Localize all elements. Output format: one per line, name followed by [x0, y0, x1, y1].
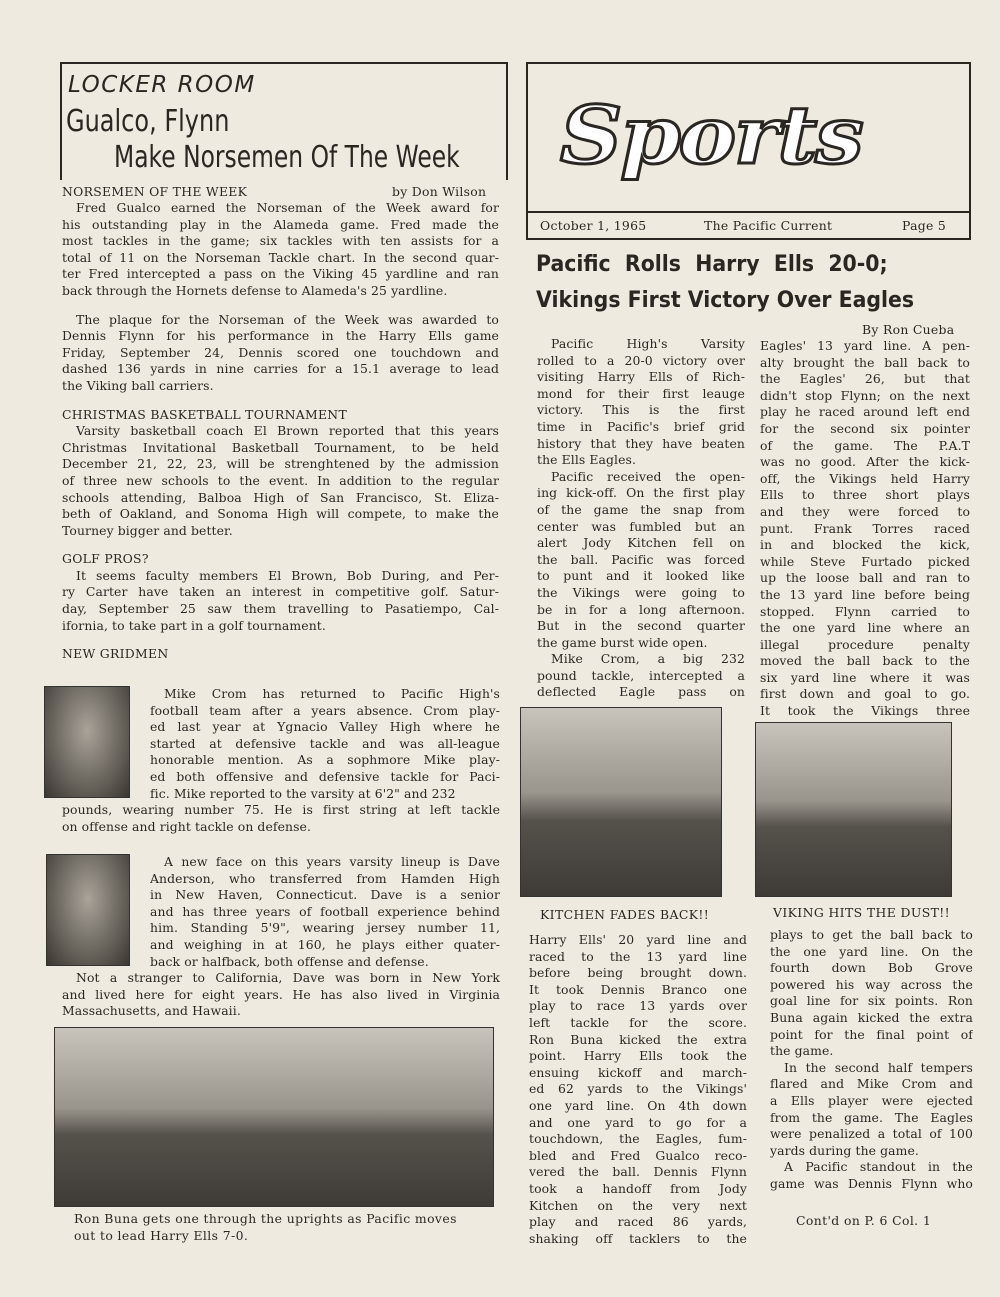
crom-text-cont [62, 802, 500, 835]
text-line: flared and Mike Crom and [770, 1076, 973, 1092]
text-line: vered the ball. Dennis Flynn [529, 1164, 747, 1180]
locker-room-headline-1: Gualco, Flynn [66, 104, 230, 139]
text-line: the Vikings were going to [537, 584, 745, 600]
text-line: victory. This is the first [537, 402, 745, 418]
text-line: of the game the snap from [537, 501, 745, 517]
section-heading: NEW GRIDMEN [62, 646, 169, 662]
text-line: Buna again kicked the extra [770, 1009, 973, 1025]
anderson-text-cont [62, 970, 500, 1020]
text-line: from the game. The Eagles [770, 1109, 973, 1125]
text-line: and one yard to go for a [529, 1114, 747, 1130]
section-heading: CHRISTMAS BASKETBALL TOURNAMENT [62, 406, 348, 422]
text-line: before being brought down. [529, 965, 747, 981]
text-line: were penalized a total of 100 [770, 1126, 973, 1142]
text-line: and weighing in at 160, he plays either quater- [150, 936, 500, 952]
text-line: visiting Harry Ells of Rich- [537, 369, 745, 385]
text-line: Ron Buna kicked the extra [529, 1031, 747, 1047]
text-line: the Eagles' 26, but that [760, 371, 970, 387]
text-line: to punt and it looked like [537, 568, 745, 584]
text-line: back or halfback, both offense and defense. [150, 953, 429, 969]
text-line: play to race 13 yards over [529, 998, 747, 1014]
page-number: Page 5 [902, 218, 947, 233]
text-line: the game. [770, 1043, 834, 1059]
text-line: point for the final point of [770, 1026, 973, 1042]
text-line: didn't stop Flynn; on the next [760, 387, 970, 403]
locker-room-kicker: LOCKER ROOM [68, 72, 256, 98]
story-column-1-cont [529, 932, 747, 1247]
text-line: It took the Vikings three [760, 703, 970, 719]
text-line: him. Standing 5'9", wearing jersey number 11, [150, 920, 500, 936]
paragraph-gap [62, 539, 499, 551]
text-line: ry Carter have taken an interest in competitive golf. Satur- [62, 584, 499, 600]
text-line: mond for their first leauge [537, 385, 745, 401]
text-line: of three new schools to the event. In addition to the regular [62, 472, 499, 488]
text-line: plays to get the ball back to [770, 927, 973, 942]
text-line: ed both offensive and defensive tackle for Paci- [150, 768, 500, 784]
photo-caption: out to lead Harry Ells 7-0. [74, 1228, 249, 1243]
continued-note: Cont'd on P. 6 Col. 1 [796, 1213, 932, 1228]
text-line: powered his way across the [770, 976, 973, 992]
text-line: center was fumbled but an [537, 518, 745, 534]
text-line: Harry Ells' 20 yard line and [529, 932, 747, 947]
text-line: history that they have beaten [537, 435, 745, 451]
text-line: for the second six pointer [760, 420, 970, 436]
text-line: December 21, 22, 23, will be strenghtened by the admission [62, 456, 499, 472]
text-line: A new face on this years varsity lineup is Dave [164, 854, 500, 869]
text-line: a Ells player were ejected [770, 1092, 973, 1108]
text-line: the game burst wide open. [537, 634, 708, 650]
text-line: game was Dennis Flynn who [770, 1175, 973, 1191]
text-line: yards during the game. [770, 1142, 919, 1158]
text-line: time in Pacific's brief grid [537, 418, 745, 434]
text-line: ing kick-off. On the first play [537, 485, 745, 501]
text-line: It took Dennis Branco one [529, 981, 747, 997]
text-line: off, the Vikings held Harry [760, 470, 970, 486]
text-line: the 13 yard line before being [760, 586, 970, 602]
text-line: honorable mention. As a sophmore Mike play- [150, 752, 500, 768]
text-line: The plaque for the Norseman of the Week was awarded to [76, 311, 499, 327]
text-line: touchdown, the Eagles, fum- [529, 1131, 747, 1147]
text-line: rolled to a 20-0 victory over [537, 352, 745, 368]
text-line: beth of Oakland, and Sonoma High will compete, to make the [62, 506, 499, 522]
text-line: Anderson, who transferred from Hamden High [150, 870, 500, 886]
text-line: one yard line. On 4th down [529, 1097, 747, 1113]
text-line: fourth down Bob Grove [770, 960, 973, 976]
photo-caption: Ron Buna gets one through the uprights as Pacific moves [74, 1211, 457, 1226]
text-line: was no good. After the kick- [760, 454, 970, 470]
text-line: Pacific received the open- [551, 468, 745, 484]
paper-name: The Pacific Current [704, 218, 833, 233]
main-headline-2: Vikings First Victory Over Eagles [536, 288, 915, 313]
main-headline-1: Pacific Rolls Harry Ells 20-0; [536, 252, 888, 277]
text-line: dashed 136 yards in nine carries for a 15.1 average to lead [62, 361, 499, 377]
text-line: play and raced 86 yards, [529, 1214, 747, 1230]
text-line: six yard line where it was [760, 669, 970, 685]
text-line: bled and Fred Gualco reco- [529, 1147, 747, 1163]
viking-hits-dust-photo [755, 722, 952, 897]
text-line: while Steve Furtado picked [760, 553, 970, 569]
kitchen-fades-back-photo [520, 707, 722, 897]
text-line: Tourney bigger and better. [62, 522, 233, 538]
text-line: the Viking ball carriers. [62, 377, 214, 393]
text-line: in and blocked the kick, [760, 537, 970, 553]
story-column-2-cont [770, 927, 973, 1193]
text-line: illegal procedure penalty [760, 636, 970, 652]
text-line: on offense and right tackle on defense. [62, 818, 312, 834]
text-line: shaking off tacklers to the [529, 1230, 747, 1246]
text-line: Christmas Invitational Basketball Tournament, to be held [62, 439, 499, 455]
text-line: took a handoff from Jody [529, 1180, 747, 1196]
dave-anderson-photo [46, 854, 130, 966]
text-line: the Ells Eagles. [537, 452, 637, 468]
main-byline: By Ron Cueba [862, 322, 955, 337]
text-line: pounds, wearing number 75. He is first string at left tackle [62, 802, 500, 817]
text-line: football team after a years absence. Crom play- [150, 702, 500, 718]
text-line: ed last year at Ygnacio Valley High where he [150, 719, 500, 735]
text-line: It seems faculty members El Brown, Bob During, and Per- [76, 567, 499, 583]
text-line: in New Haven, Connecticut. Dave is a senior [150, 887, 500, 903]
sports-logo: Sports [560, 88, 862, 182]
text-line: day, September 25 saw them travelling to Pasatiempo, Cal- [62, 601, 499, 617]
photo-caption: VIKING HITS THE DUST!! [773, 905, 951, 920]
crom-text [150, 686, 500, 802]
locker-room-headline-2: Make Norsemen Of The Week [114, 140, 460, 175]
text-line: be in for a long afternoon. [537, 601, 745, 617]
text-line: raced to the 13 yard line [529, 948, 747, 964]
text-line: pound tackle, intercepted a [537, 667, 745, 683]
photo-caption: KITCHEN FADES BACK!! [540, 907, 710, 922]
text-line: alert Jody Kitchen fell on [537, 535, 745, 551]
text-line: ifornia, to take part in a golf tournament. [62, 617, 326, 633]
text-line: goal line for six points. Ron [770, 993, 973, 1009]
text-line: the one yard line. On the [770, 943, 973, 959]
text-line: alty brought the ball back to [760, 354, 970, 370]
section-heading: NORSEMEN OF THE WEEK [62, 184, 248, 199]
paragraph-gap [62, 395, 499, 407]
text-line: and lived here for eight years. He has also lived in Virginia [62, 986, 500, 1002]
text-line: total of 11 on the Norseman Tackle chart. In the second quar- [62, 249, 499, 265]
text-line: left tackle for the score. [529, 1014, 747, 1030]
byline: by Don Wilson [392, 184, 487, 199]
mike-crom-photo [44, 686, 130, 798]
issue-date: October 1, 1965 [540, 218, 647, 233]
paragraph-gap [62, 634, 499, 646]
field-goal-photo [54, 1027, 494, 1207]
text-line: fic. Mike reported to the varsity at 6'2" and 232 [150, 785, 456, 801]
text-line: play he raced around left end [760, 404, 970, 420]
text-line: back through the Hornets defense to Alameda's 25 yardline. [62, 282, 448, 298]
masthead-divider [528, 211, 969, 213]
text-line: Kitchen on the very next [529, 1197, 747, 1213]
text-line: moved the ball back to the [760, 653, 970, 669]
text-line: up the loose ball and ran to [760, 570, 970, 586]
text-line: Fred Gualco earned the Norseman of the Week award for [76, 200, 499, 215]
text-line: Dennis Flynn for his performance in the Harry Ells game [62, 328, 499, 344]
text-line: Friday, September 24, Dennis scored one touchdown and [62, 344, 499, 360]
text-line: his outstanding play in the Alameda game. Fred made the [62, 216, 499, 232]
left-column-text [62, 200, 499, 663]
text-line: ed 62 yards to the Vikings' [529, 1081, 747, 1097]
text-line: the one yard line where an [760, 620, 970, 636]
text-line: deflected Eagle pass on [537, 684, 745, 700]
story-column-2 [760, 338, 970, 720]
text-line: Pacific High's Varsity [551, 336, 745, 351]
story-column-1 [537, 336, 745, 701]
text-line: and they were forced to [760, 503, 970, 519]
text-line: But in the second quarter [537, 618, 745, 634]
text-line: Not a stranger to California, Dave was born in New York [76, 970, 500, 985]
text-line: of the game. The P.A.T [760, 437, 970, 453]
text-line: A Pacific standout in the [784, 1159, 973, 1175]
text-line: most tackles in the game; six tackles with ten assists for a [62, 233, 499, 249]
text-line: Massachusetts, and Hawaii. [62, 1003, 241, 1019]
text-line: Mike Crom has returned to Pacific High's [164, 686, 500, 701]
text-line: ensuing kickoff and march- [529, 1064, 747, 1080]
text-line: Varsity basketball coach El Brown reported that this years [76, 423, 499, 439]
text-line: Ells to three short plays [760, 487, 970, 503]
text-line: the ball. Pacific was forced [537, 551, 745, 567]
text-line: stopped. Flynn carried to [760, 603, 970, 619]
text-line: started at defensive tackle and was all-league [150, 735, 500, 751]
text-line: ter Fred intercepted a pass on the Viking 45 yardline and ran [62, 266, 499, 282]
paragraph-gap [62, 300, 499, 312]
text-line: schools attending, Balboa High of San Francisco, St. Eliza- [62, 489, 499, 505]
text-line: In the second half tempers [784, 1059, 973, 1075]
anderson-text [150, 854, 500, 970]
text-line: Eagles' 13 yard line. A pen- [760, 338, 970, 353]
text-line: point. Harry Ells took the [529, 1048, 747, 1064]
text-line: first down and goal to go. [760, 686, 970, 702]
section-heading: GOLF PROS? [62, 551, 149, 567]
text-line: Mike Crom, a big 232 [551, 651, 745, 667]
text-line: punt. Frank Torres raced [760, 520, 970, 536]
text-line: and has three years of football experience behind [150, 903, 500, 919]
